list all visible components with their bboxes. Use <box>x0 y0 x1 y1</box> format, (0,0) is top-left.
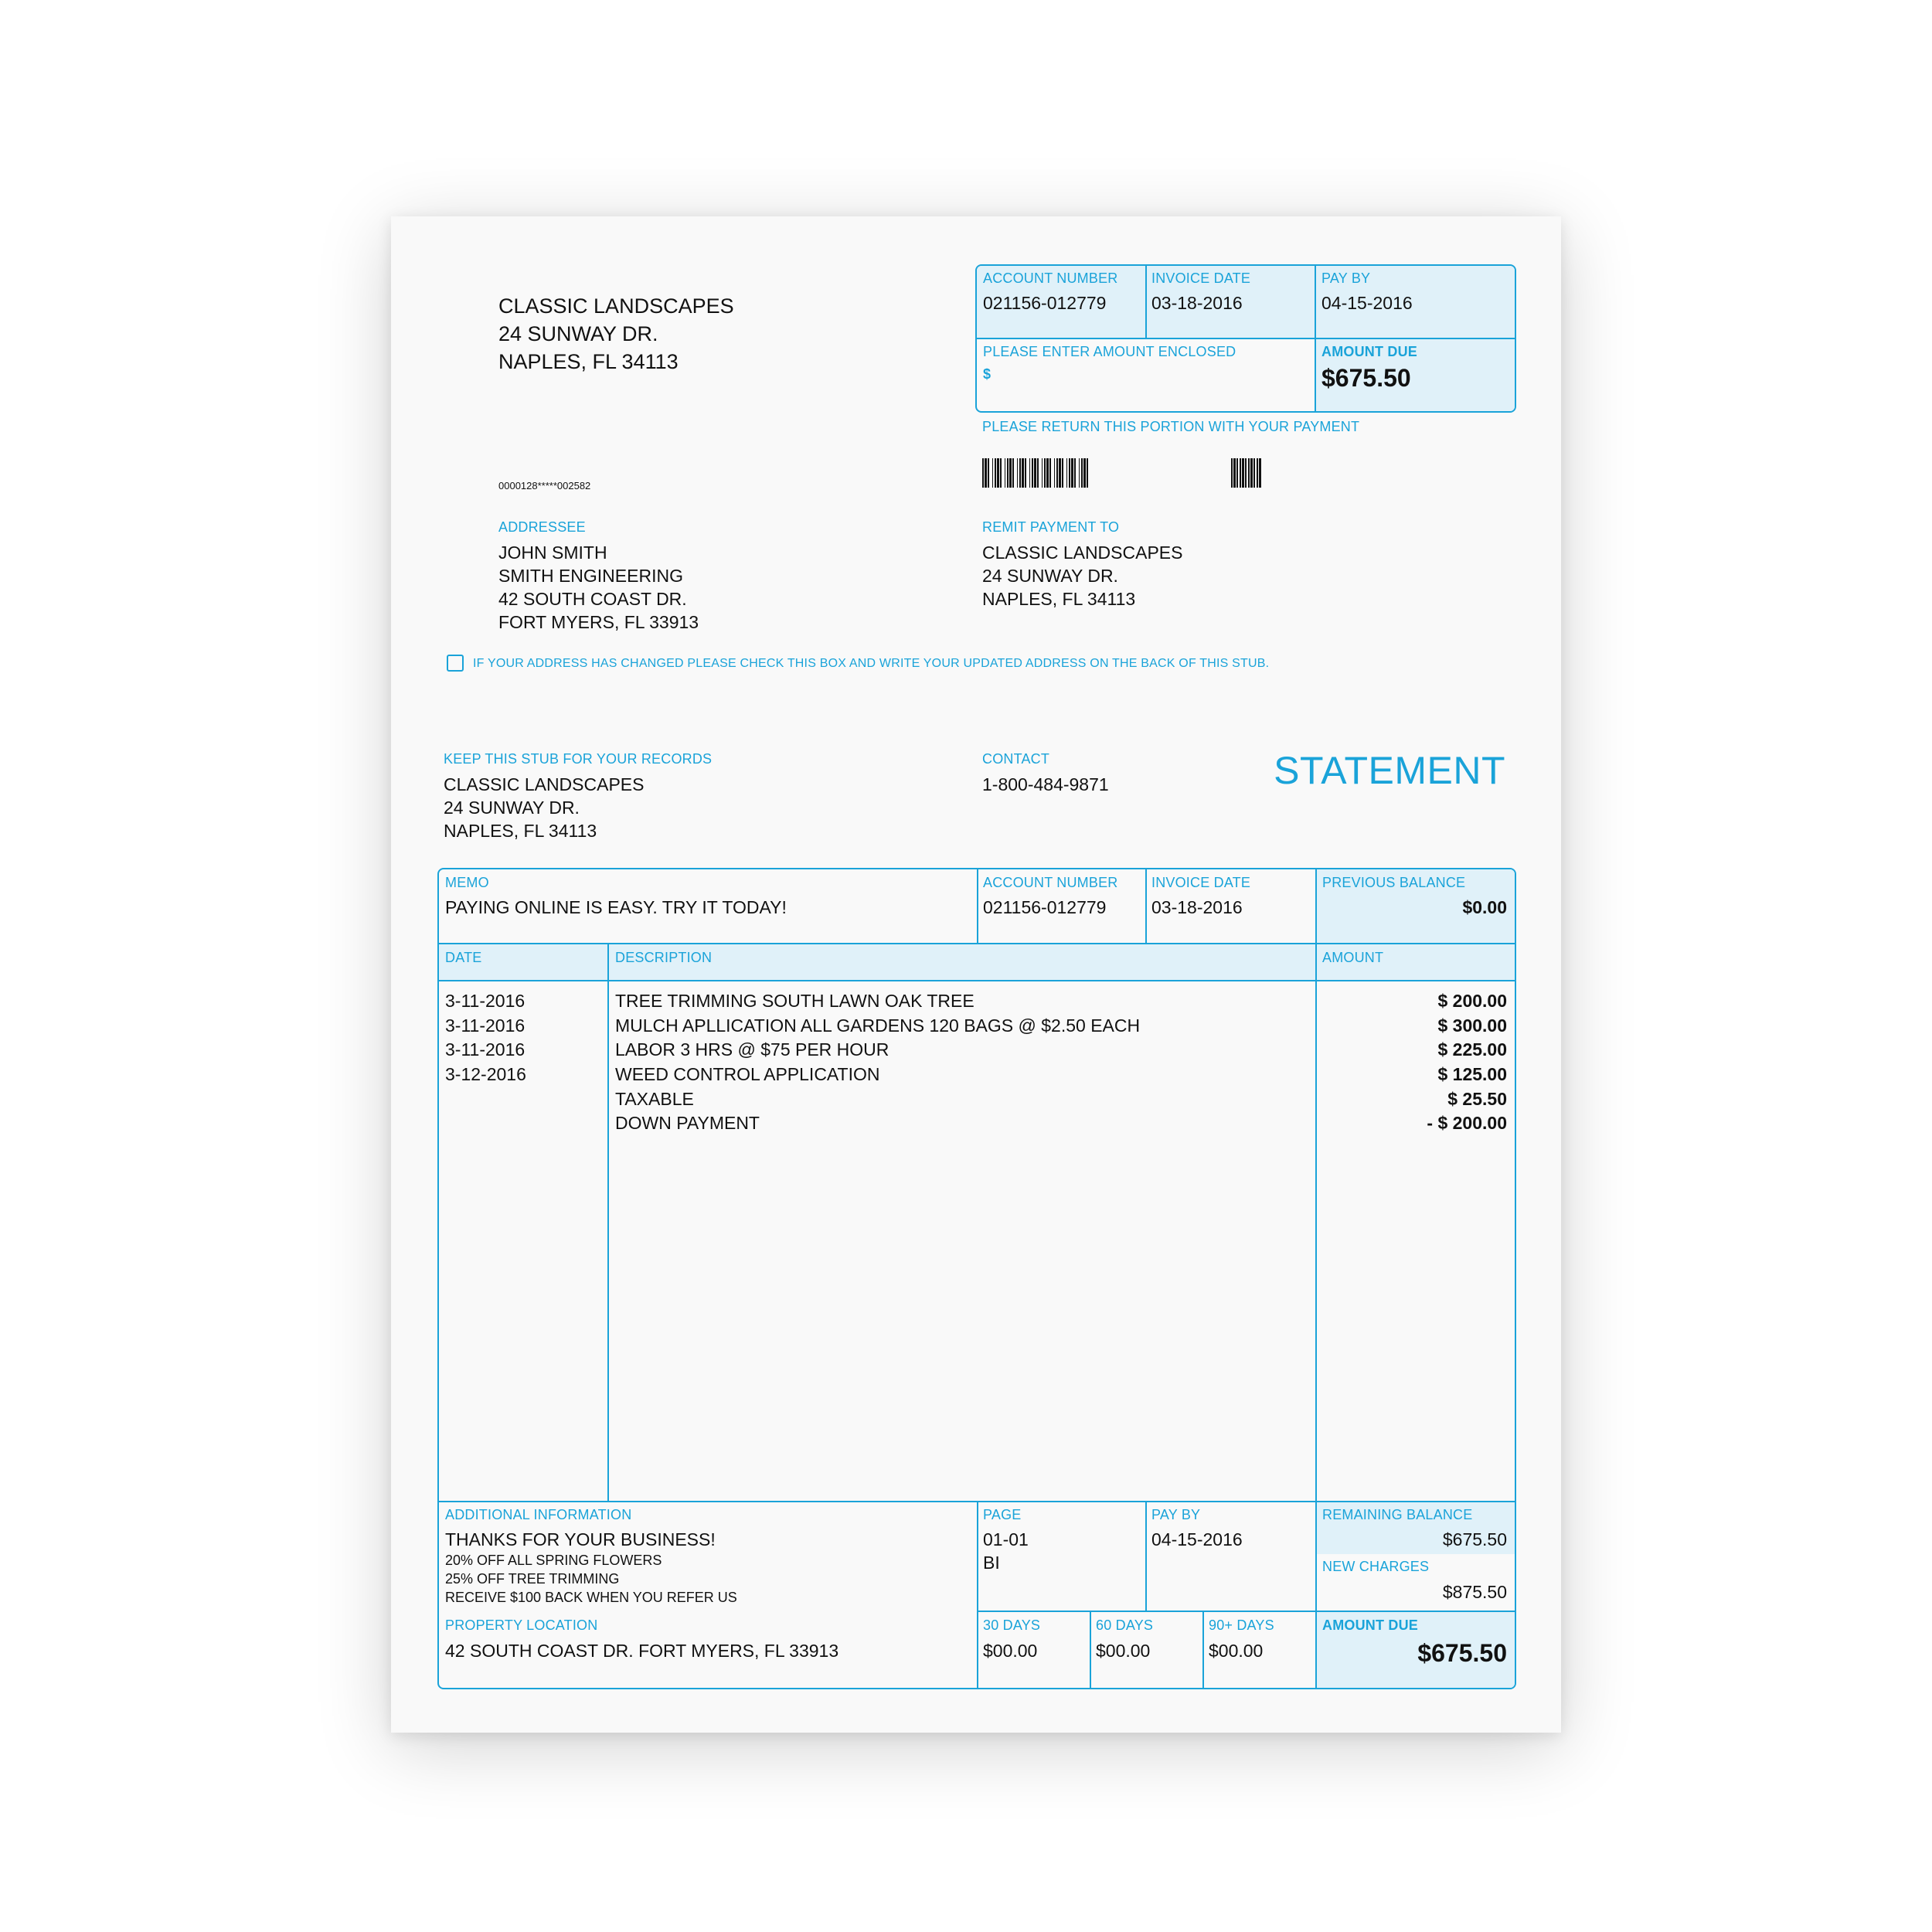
divider <box>1145 869 1147 944</box>
account-number-label: ACCOUNT NUMBER <box>983 875 1118 890</box>
remit-label: REMIT PAYMENT TO <box>982 519 1120 535</box>
pay-by-label: PAY BY <box>1151 1507 1201 1522</box>
divider <box>1202 1611 1204 1688</box>
list-item: $ 25.50 <box>1447 1088 1507 1109</box>
page-number: 01-01 <box>983 1529 1029 1549</box>
invoice-date-label: INVOICE DATE <box>1151 270 1251 286</box>
addressee-line: 42 SOUTH COAST DR. <box>498 589 687 609</box>
previous-balance-label: PREVIOUS BALANCE <box>1322 875 1466 890</box>
amount-due: $675.50 <box>1417 1639 1507 1667</box>
new-charges-label: NEW CHARGES <box>1322 1559 1430 1574</box>
list-item: MULCH APLLICATION ALL GARDENS 120 BAGS @ $2.50 EACH <box>615 1015 1141 1036</box>
list-item: DOWN PAYMENT <box>615 1113 760 1134</box>
company-line: 24 SUNWAY DR. <box>444 798 580 818</box>
amount-column-header: AMOUNT <box>1322 950 1384 965</box>
pay-by: 04-15-2016 <box>1321 293 1413 313</box>
code-line: 0000128*****002582 <box>498 480 591 492</box>
remit-address <box>982 541 1182 611</box>
list-item: TREE TRIMMING SOUTH LAWN OAK TREE <box>615 991 975 1011</box>
sender-line: CLASSIC LANDSCAPES <box>498 294 734 318</box>
addressee-address <box>498 541 699 634</box>
amount-enclosed-label: PLEASE ENTER AMOUNT ENCLOSED <box>983 344 1236 359</box>
list-item: $ 225.00 <box>1437 1039 1507 1060</box>
divider <box>977 1502 978 1688</box>
company-line: NAPLES, FL 34113 <box>444 821 597 841</box>
list-item: $ 300.00 <box>1437 1015 1507 1036</box>
amount-enclosed-field[interactable]: $ <box>983 366 992 382</box>
list-item: 3-12-2016 <box>445 1064 526 1085</box>
aging-30-label: 30 DAYS <box>983 1617 1041 1633</box>
barcode-icon <box>982 458 1158 488</box>
amount-due: $675.50 <box>1321 364 1411 392</box>
page-values <box>983 1528 1029 1574</box>
page-code: BI <box>983 1553 1000 1573</box>
statement-table <box>437 868 1516 1689</box>
property-location: 42 SOUTH COAST DR. FORT MYERS, FL 33913 <box>445 1641 839 1661</box>
list-item: 25% OFF TREE TRIMMING <box>445 1571 620 1587</box>
description-list <box>615 989 1140 1136</box>
list-item: 3-11-2016 <box>445 1039 526 1060</box>
list-item: WEED CONTROL APPLICATION <box>615 1064 880 1085</box>
address-change-note: IF YOUR ADDRESS HAS CHANGED PLEASE CHECK THIS BOX AND WRITE YOUR UPDATED ADDRESS ON THE BACK OF THIS STUB. <box>473 657 1270 670</box>
list-item: RECEIVE $100 BACK WHEN YOU REFER US <box>445 1590 737 1605</box>
divider <box>607 944 609 1502</box>
checkbox-icon[interactable] <box>447 655 464 672</box>
additional-info-label: ADDITIONAL INFORMATION <box>445 1507 632 1522</box>
sender-line: 24 SUNWAY DR. <box>498 322 658 345</box>
property-location-label: PROPERTY LOCATION <box>445 1617 598 1633</box>
sender-address <box>498 292 734 376</box>
aging-60-value: $00.00 <box>1096 1641 1151 1661</box>
divider <box>1145 266 1147 338</box>
amount-due-label: AMOUNT DUE <box>1322 1617 1418 1633</box>
statement-sheet <box>391 216 1561 1733</box>
list-item: 3-11-2016 <box>445 991 526 1011</box>
amount-due-label: AMOUNT DUE <box>1321 344 1417 359</box>
aging-90-label: 90+ DAYS <box>1209 1617 1274 1633</box>
divider <box>1315 869 1317 1688</box>
aging-90-value: $00.00 <box>1209 1641 1264 1661</box>
divider <box>439 980 1515 981</box>
list-item: TAXABLE <box>615 1088 694 1109</box>
addressee-label: ADDRESSEE <box>498 519 586 535</box>
barcode-icon <box>1231 458 1284 488</box>
divider <box>1315 266 1316 411</box>
list-item: 20% OFF ALL SPRING FLOWERS <box>445 1553 662 1568</box>
keep-stub-label: KEEP THIS STUB FOR YOUR RECORDS <box>444 751 713 767</box>
account-number: 021156-012779 <box>983 293 1107 313</box>
invoice-date: 03-18-2016 <box>1151 293 1243 313</box>
list-item: $ 200.00 <box>1437 991 1507 1011</box>
divider <box>1090 1611 1091 1688</box>
addressee-line: FORT MYERS, FL 33913 <box>498 612 699 632</box>
divider <box>1145 1502 1147 1611</box>
additional-info-main: THANKS FOR YOUR BUSINESS! <box>445 1529 716 1549</box>
list-item: 3-11-2016 <box>445 1015 526 1036</box>
remit-line: CLASSIC LANDSCAPES <box>982 543 1183 563</box>
invoice-date: 03-18-2016 <box>1151 897 1243 917</box>
date-list <box>445 989 526 1087</box>
sender-line: NAPLES, FL 34113 <box>498 350 679 373</box>
description-column-header: DESCRIPTION <box>615 950 713 965</box>
memo-label: MEMO <box>445 875 489 890</box>
page-label: PAGE <box>983 1507 1022 1522</box>
new-charges: $875.50 <box>1442 1582 1507 1602</box>
divider <box>977 338 1515 339</box>
divider <box>977 869 978 944</box>
remaining-balance: $675.50 <box>1442 1529 1507 1549</box>
addressee-line: SMITH ENGINEERING <box>498 566 683 586</box>
aging-30-value: $00.00 <box>983 1641 1038 1661</box>
contact-phone: 1-800-484-9871 <box>982 774 1109 794</box>
account-number: 021156-012779 <box>983 897 1107 917</box>
account-number-label: ACCOUNT NUMBER <box>983 270 1118 286</box>
contact-label: CONTACT <box>982 751 1050 767</box>
additional-info-lines <box>445 1551 737 1607</box>
page-title: STATEMENT <box>1274 749 1505 792</box>
list-item: LABOR 3 HRS @ $75 PER HOUR <box>615 1039 889 1060</box>
return-note: PLEASE RETURN THIS PORTION WITH YOUR PAYMENT <box>982 419 1360 434</box>
list-item: - $ 200.00 <box>1427 1113 1507 1134</box>
pay-by-label: PAY BY <box>1321 270 1371 286</box>
company-line: CLASSIC LANDSCAPES <box>444 774 645 794</box>
list-item: $ 125.00 <box>1437 1064 1507 1085</box>
remit-line: NAPLES, FL 34113 <box>982 589 1136 609</box>
amount-list <box>1337 989 1507 1136</box>
aging-60-label: 60 DAYS <box>1096 1617 1154 1633</box>
invoice-date-label: INVOICE DATE <box>1151 875 1251 890</box>
date-column-header: DATE <box>445 950 482 965</box>
company-address <box>444 773 644 842</box>
previous-balance: $0.00 <box>1462 897 1507 917</box>
payment-box <box>975 264 1516 413</box>
remaining-balance-label: REMAINING BALANCE <box>1322 1507 1473 1522</box>
pay-by: 04-15-2016 <box>1151 1529 1243 1549</box>
addressee-line: JOHN SMITH <box>498 543 607 563</box>
remit-line: 24 SUNWAY DR. <box>982 566 1118 586</box>
divider <box>978 1611 1515 1612</box>
memo-text: PAYING ONLINE IS EASY. TRY IT TODAY! <box>445 897 787 917</box>
